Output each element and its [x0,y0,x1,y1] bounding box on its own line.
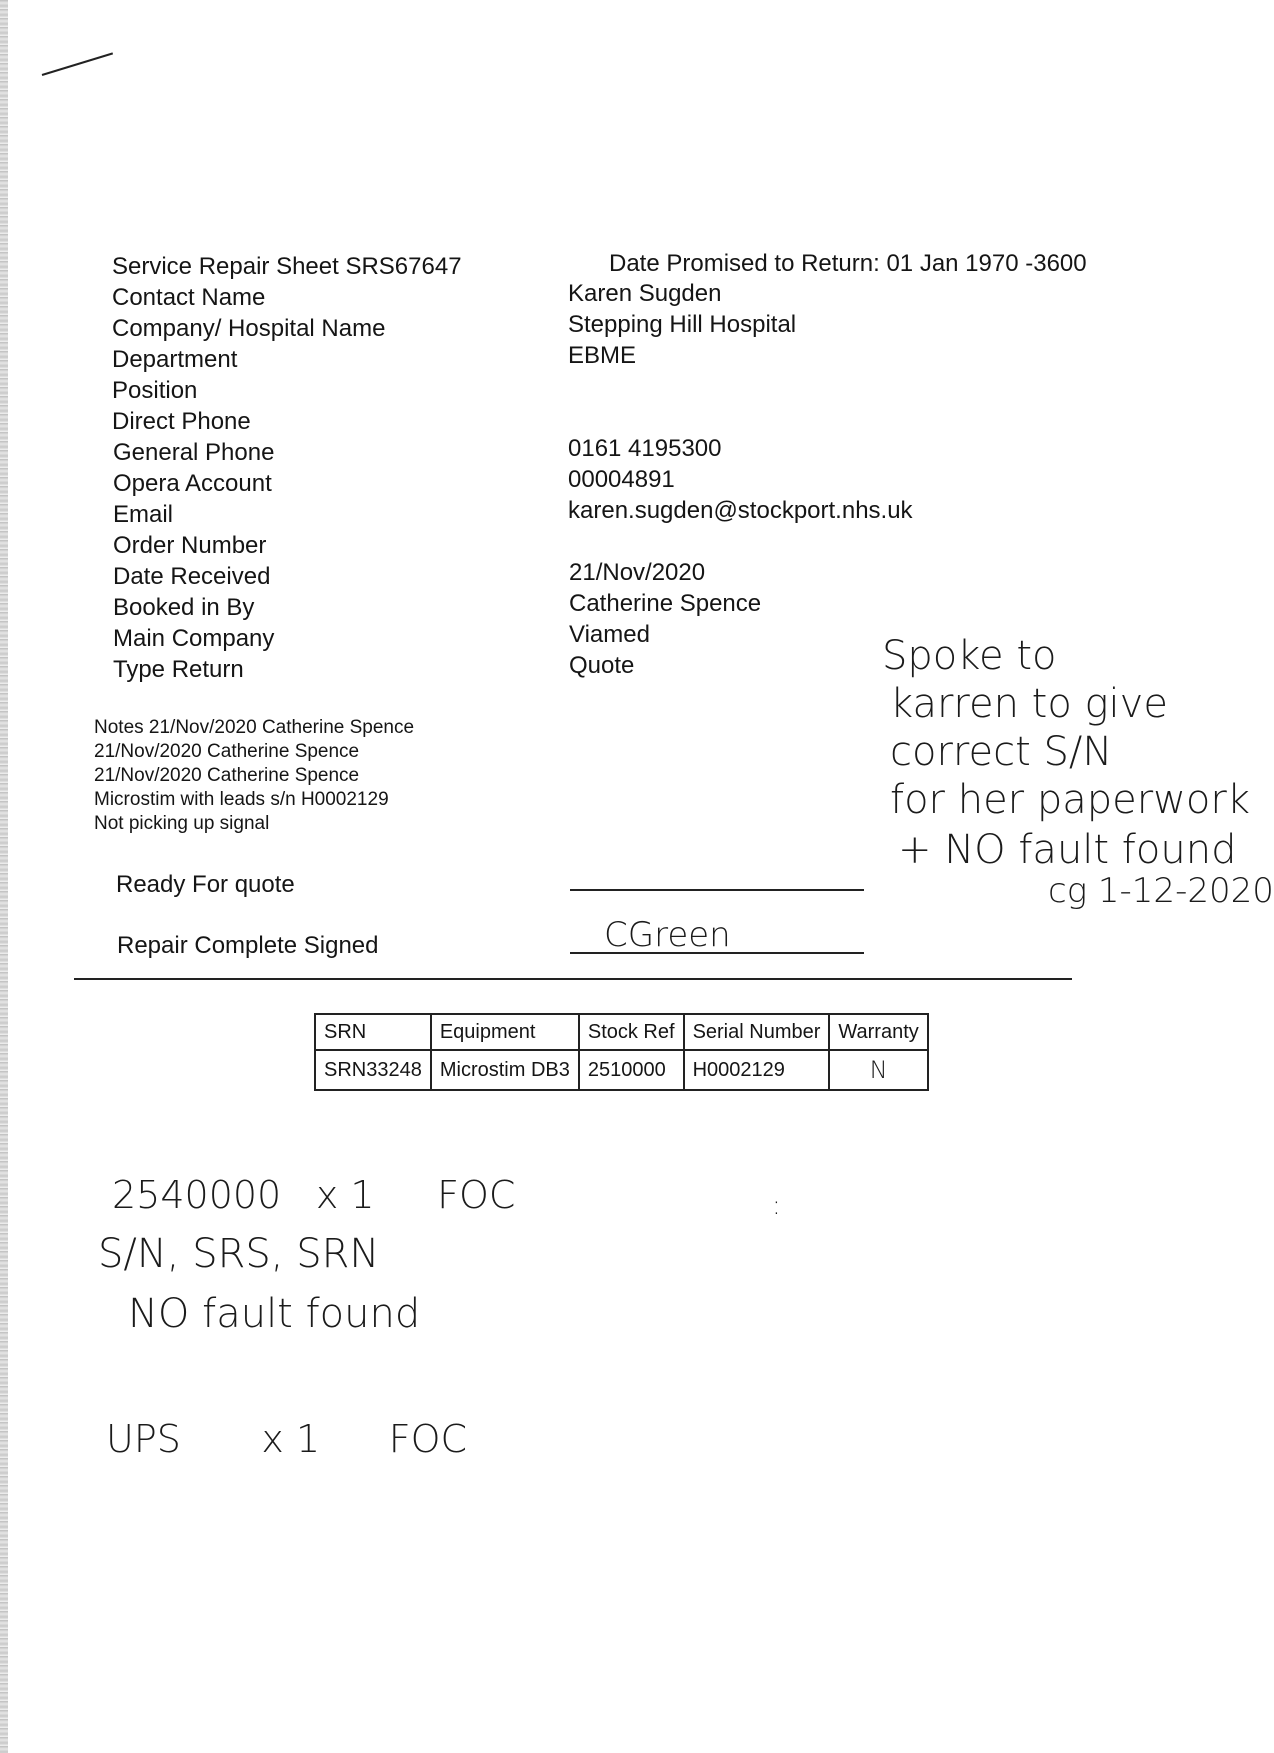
field-label: Booked in By [113,594,255,621]
note-line: 21/Nov/2020 Catherine Spence [94,741,360,762]
part-code: 2540000 [112,1173,282,1217]
field-label: Type Return [113,656,244,683]
divider-rule [74,978,1072,980]
margin-note-line: correct S/N [890,729,1113,775]
part-charge: FOC [437,1173,516,1217]
field-label: Position [112,377,198,404]
field-value: Quote [569,652,635,679]
warranty-cell [829,1050,927,1090]
date-promised: Date Promised to Return: 01 Jan 1970 -3600 [609,250,1087,277]
column-header: SRN [315,1014,431,1050]
parts-note-line [112,1170,515,1221]
equipment-table [314,1013,929,1091]
margin-note-line: + NO fault found [898,827,1237,873]
column-header: Equipment [431,1014,579,1050]
field-value: 21/Nov/2020 [569,559,706,586]
scan-edge [0,0,8,1753]
margin-note-line: Spoke to [882,633,1057,679]
column-header: Stock Ref [579,1014,684,1050]
stray-mark: : [772,1191,781,1221]
field-label: Email [113,501,174,528]
part-qty: x 1 [315,1173,375,1217]
equipment-cell: Microstim DB3 [431,1050,579,1090]
serial-number-cell: H0002129 [684,1050,830,1090]
field-value: 0161 4195300 [568,435,722,462]
field-value: Viamed [569,621,650,648]
field-label: Order Number [113,532,267,559]
margin-note-line: karren to give [890,681,1168,727]
field-value: EBME [568,342,637,369]
field-label: Main Company [113,625,275,652]
field-value: Karen Sugden [568,280,722,307]
pen-stroke [42,52,113,76]
result-note: NO fault found [128,1291,421,1337]
complete-signature-line [570,952,864,954]
handwritten-warranty-mark: N [869,1056,888,1084]
column-header: Serial Number [684,1014,830,1050]
part-code: UPS [106,1417,181,1461]
stock-ref-cell: 2510000 [579,1050,684,1090]
note-line: Microstim with leads s/n H0002129 [94,789,389,810]
part-charge: FOC [388,1417,468,1461]
note-line: Notes 21/Nov/2020 Catherine Spence [94,717,415,738]
margin-note-line: for her paperwork [890,777,1250,823]
field-value: Stepping Hill Hospital [568,311,797,338]
table-header-row [315,1014,928,1050]
field-label: Company/ Hospital Name [112,315,386,342]
ready-signature-line [570,889,864,891]
ready-for-quote-label: Ready For quote [116,871,295,898]
table-row [315,1050,928,1090]
margin-note-line: cg 1-12-2020 [1048,871,1274,911]
repair-complete-label: Repair Complete Signed [117,932,379,959]
srn-cell: SRN33248 [315,1050,431,1090]
field-value: Catherine Spence [569,590,762,617]
field-label: Department [112,346,238,373]
sheet-title: Service Repair Sheet SRS67647 [112,253,462,280]
field-label: Direct Phone [112,408,251,435]
note-line: Not picking up signal [94,813,270,834]
field-value: 00004891 [568,466,675,493]
column-header: Warranty [829,1014,927,1050]
field-value: karen.sugden@stockport.nhs.uk [568,497,913,524]
note-line: 21/Nov/2020 Catherine Spence [94,765,360,786]
part-qty: x 1 [261,1417,321,1461]
labels-note: S/N, SRS, SRN [98,1231,380,1277]
field-label: Date Received [113,563,271,590]
field-label: General Phone [113,439,275,466]
handwritten-signature: CGreen [604,915,731,955]
field-label: Contact Name [112,284,266,311]
field-label: Opera Account [113,470,272,497]
parts-note-line [106,1414,467,1465]
